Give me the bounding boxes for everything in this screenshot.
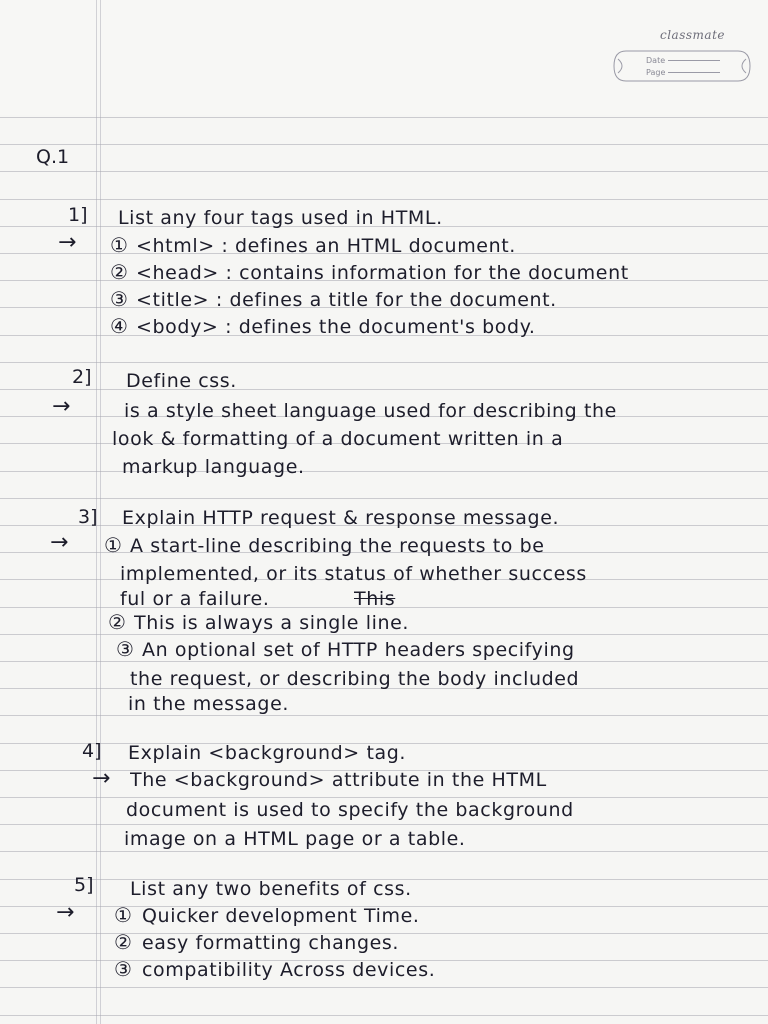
item-5-title: List any two benefits of css. — [130, 878, 412, 900]
date-row — [646, 56, 720, 65]
item-4-number: 4] — [82, 740, 102, 762]
item-1-marker-2: ② — [110, 260, 128, 284]
question-label: Q.1 — [36, 146, 70, 168]
item-3-line-2: implemented, or its status of whether success — [120, 563, 587, 585]
item-5-marker-1: ① — [114, 903, 132, 927]
ruled-line — [0, 498, 768, 499]
item-2-number: 2] — [72, 366, 92, 388]
item-4-line-2: document is used to specify the background — [126, 799, 574, 821]
item-2-line-1: is a style sheet language used for describing the — [124, 400, 617, 422]
item-5-point-3: compatibility Across devices. — [142, 959, 436, 981]
item-4-line-1: The <background> attribute in the HTML — [130, 769, 547, 791]
item-5-number: 5] — [74, 874, 94, 896]
item-3-line-5: An optional set of HTTP headers specifying — [142, 639, 575, 661]
ruled-line — [0, 117, 768, 118]
item-5-marker-3: ③ — [114, 957, 132, 981]
ruled-line — [0, 144, 768, 145]
item-1-number: 1] — [68, 204, 88, 226]
item-3-line-1: A start-line describing the requests to be — [130, 535, 545, 557]
item-1-point-2: <head> : contains information for the document — [136, 262, 629, 284]
item-3-marker-2: ② — [108, 610, 126, 634]
item-3-line-7: in the message. — [128, 693, 290, 715]
item-3-struck-word: This — [354, 588, 396, 610]
item-5-point-1: Quicker development Time. — [142, 905, 420, 927]
arrow-icon: → — [56, 900, 75, 925]
margin-line-left-2 — [100, 0, 101, 1024]
arrow-icon: → — [92, 766, 111, 791]
arrow-icon: → — [52, 394, 71, 419]
arrow-icon: → — [58, 230, 77, 255]
item-2-title: Define css. — [126, 370, 237, 392]
item-1-marker-4: ④ — [110, 314, 128, 338]
item-2-line-2: look & formatting of a document written in a — [112, 428, 564, 450]
item-3-number: 3] — [78, 506, 98, 528]
item-4-line-3: image on a HTML page or a table. — [124, 828, 466, 850]
ruled-line — [0, 199, 768, 200]
item-1-point-3: <title> : defines a title for the document. — [136, 289, 557, 311]
ruled-line — [0, 987, 768, 988]
ruled-line — [0, 171, 768, 172]
item-5-point-2: easy formatting changes. — [142, 932, 400, 954]
item-2-line-3: markup language. — [122, 456, 305, 478]
item-1-point-1: <html> : defines an HTML document. — [136, 235, 516, 257]
item-3-marker-3: ③ — [116, 637, 134, 661]
item-5-marker-2: ② — [114, 930, 132, 954]
item-3-line-4: This is always a single line. — [134, 612, 410, 634]
item-1-marker-1: ① — [110, 233, 128, 257]
item-1-title: List any four tags used in HTML. — [118, 207, 443, 229]
date-label: Date — [646, 56, 666, 65]
item-4-title: Explain <background> tag. — [128, 742, 407, 764]
ruled-line — [0, 362, 768, 363]
ruled-line — [0, 824, 768, 825]
page-label: Page — [646, 68, 666, 77]
arrow-icon: → — [50, 530, 69, 555]
date-page-box — [612, 47, 752, 85]
page-row — [646, 68, 720, 77]
item-3-marker-1: ① — [104, 533, 122, 557]
item-3-line-6: the request, or describing the body included — [130, 668, 580, 690]
date-box-outline — [612, 47, 752, 85]
item-3-line-3: ful or a failure. — [120, 588, 270, 610]
brand-logo: classmate — [660, 28, 725, 42]
item-3-title: Explain HTTP request & response message. — [122, 507, 560, 529]
item-1-marker-3: ③ — [110, 287, 128, 311]
item-1-point-4: <body> : defines the document's body. — [136, 316, 536, 338]
ruled-line — [0, 1015, 768, 1016]
